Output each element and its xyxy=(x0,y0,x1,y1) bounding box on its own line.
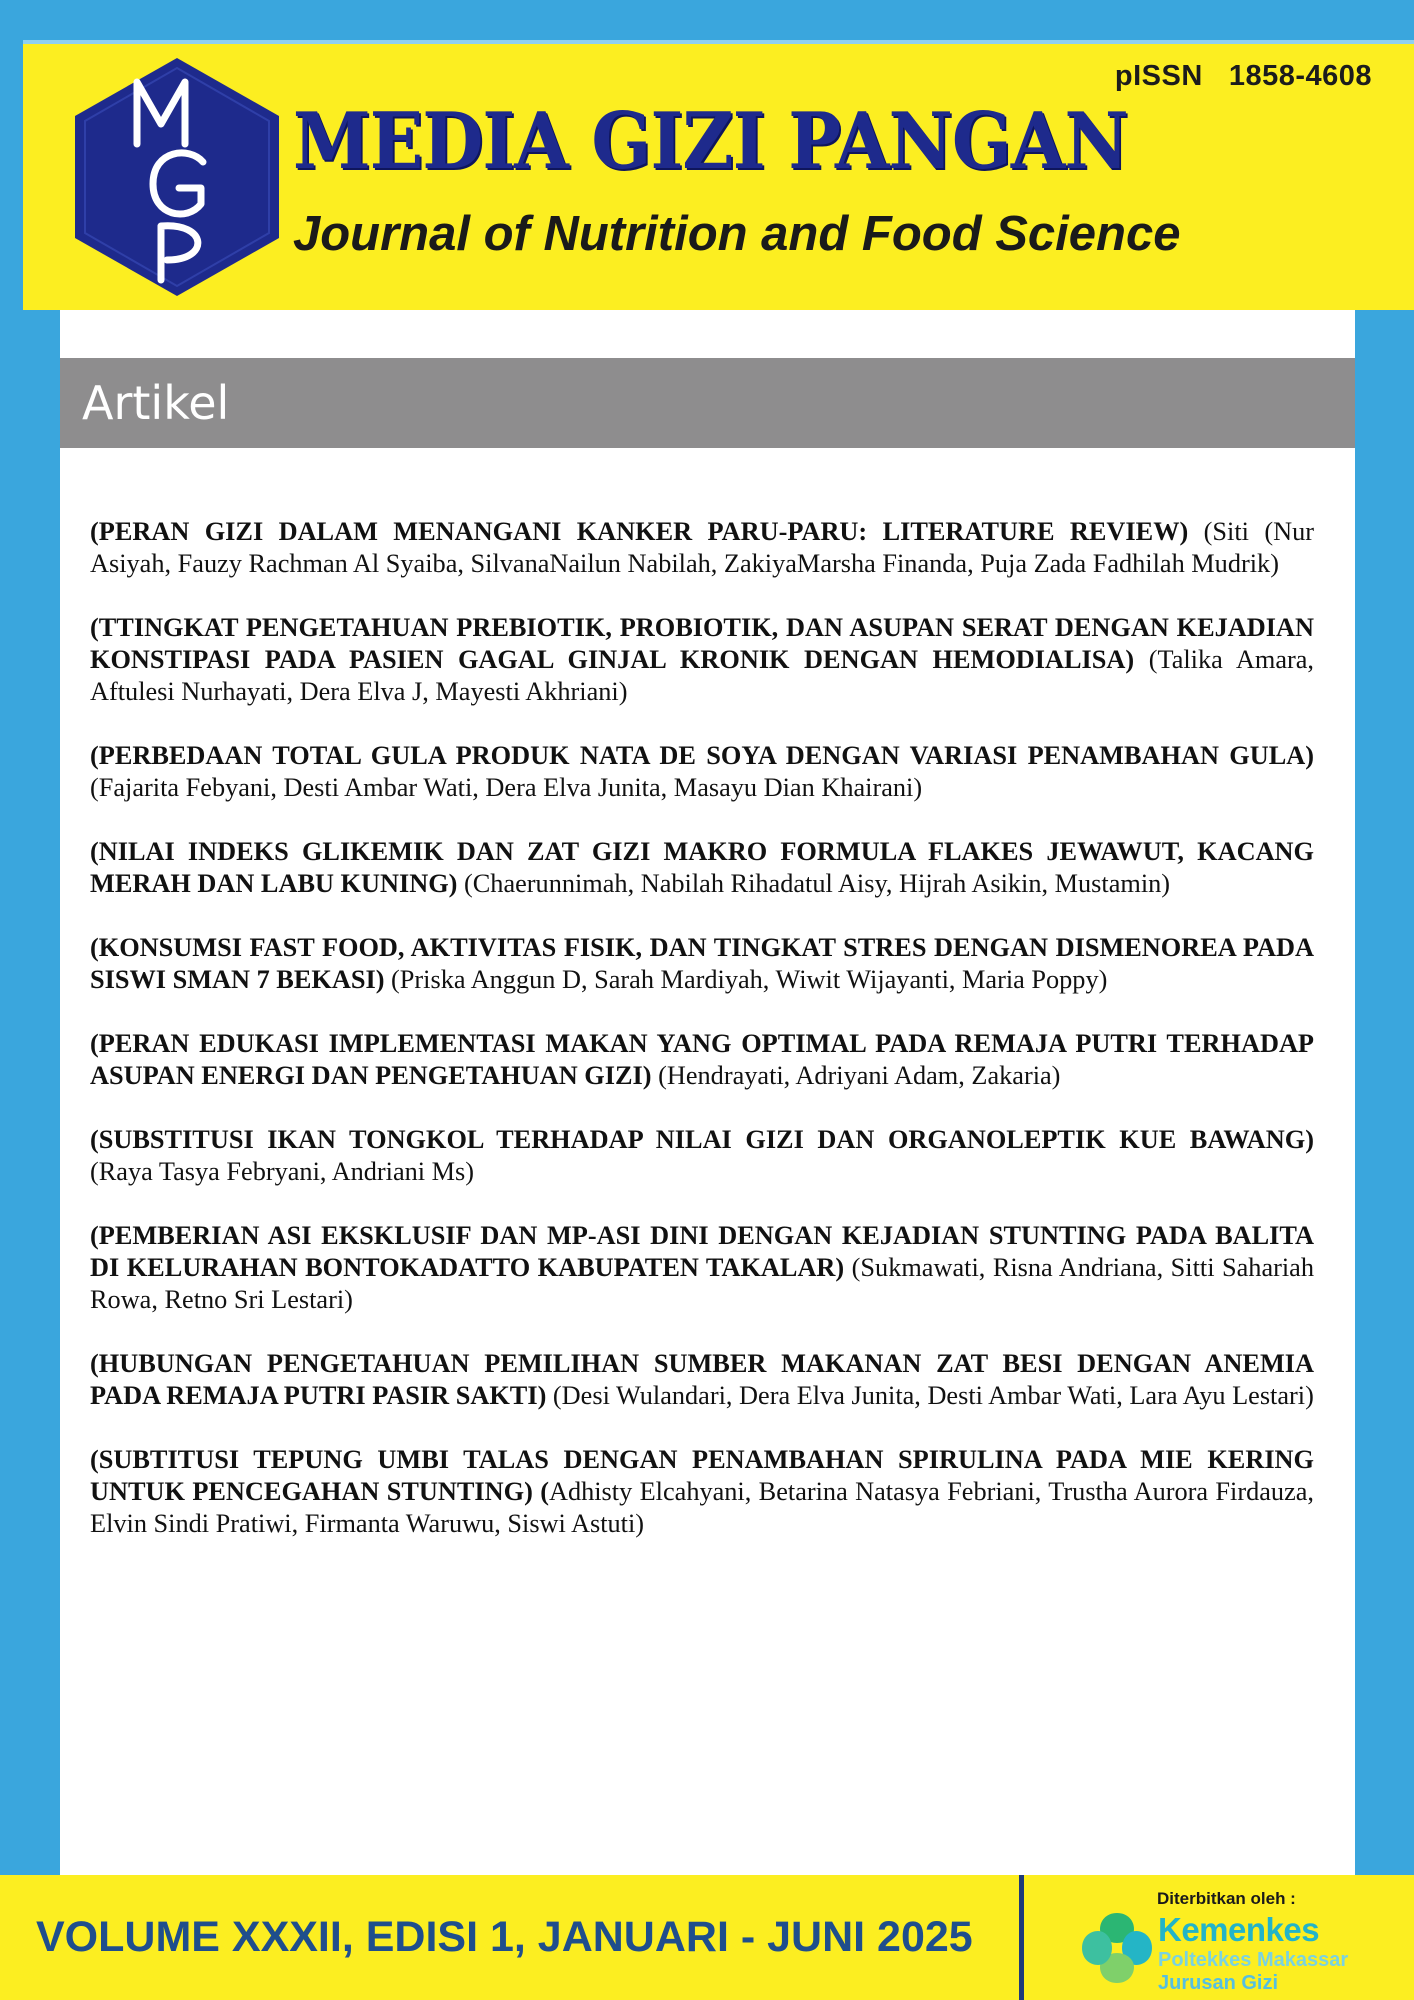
journal-header xyxy=(23,40,1414,310)
article-entry xyxy=(90,1124,1314,1188)
kemenkes-brand: Kemenkes xyxy=(1158,1911,1320,1948)
article-authors: (Chaerunnimah, Nabilah Rihadatul Aisy, Hijrah Asikin, Mustamin) xyxy=(457,869,1171,898)
kemenkes-logo-icon xyxy=(1076,1907,1158,1989)
article-title: (PERBEDAAN TOTAL GULA PRODUK NATA DE SOYA DENGAN VARIASI PENAMBAHAN GULA) xyxy=(90,741,1314,770)
issn-number: 1858-4608 xyxy=(1228,60,1372,92)
article-title: (NILAI INDEKS GLIKEMIK DAN ZAT GIZI MAKRO FORMULA FLAKES JEWAWUT, KACANG MERAH DAN LABU KUNING) xyxy=(90,837,1314,898)
article-entry xyxy=(90,1028,1314,1092)
article-entry xyxy=(90,932,1314,996)
article-list xyxy=(90,516,1314,1572)
poltekkes-name: Poltekkes Makassar xyxy=(1158,1949,1349,1971)
footer xyxy=(0,1875,1414,2000)
article-title: (TTINGKAT PENGETAHUAN PREBIOTIK, PROBIOTIK, DAN ASUPAN SERAT DENGAN KEJADIAN KONSTIPASI PADA PASIEN GAGAL GINJAL KRONIK DENGAN HEMODIALISA) xyxy=(90,613,1314,674)
publisher-block xyxy=(1060,1881,1410,1996)
article-title: (HUBUNGAN PENGETAHUAN PEMILIHAN SUMBER MAKANAN ZAT BESI DENGAN ANEMIA PADA REMAJA PUTRI PASIR SAKTI) xyxy=(90,1349,1314,1410)
volume-info: VOLUME XXXII, EDISI 1, JANUARI - JUNI 2025 xyxy=(36,1913,973,1961)
article-entry xyxy=(90,1220,1314,1316)
article-entry xyxy=(90,1348,1314,1412)
article-authors: (Talika Amara, Aftulesi Nurhayati, Dera Elva J, Mayesti Akhriani) xyxy=(90,645,1314,706)
issn xyxy=(1115,60,1372,93)
article-title: (SUBTITUSI TEPUNG UMBI TALAS DENGAN PENAMBAHAN SPIRULINA PADA MIE KERING UNTUK PENCEGAHAN STUNTING) ( xyxy=(90,1445,1314,1506)
article-entry xyxy=(90,740,1314,804)
article-title: (KONSUMSI FAST FOOD, AKTIVITAS FISIK, DAN TINGKAT STRES DENGAN DISMENOREA PADA SISWI SMAN 7 BEKASI) xyxy=(90,933,1314,994)
article-entry xyxy=(90,836,1314,900)
issn-label: pISSN xyxy=(1114,60,1203,92)
journal-logo xyxy=(71,54,283,300)
journal-subtitle: Journal of Nutrition and Food Science xyxy=(293,207,1181,261)
article-authors: (Siti (Nur Asiyah, Fauzy Rachman Al Syaiba, SilvanaNailun Nabilah, ZakiyaMarsha Finanda, Puja Zada Fadhilah Mudrik) xyxy=(90,517,1314,578)
footer-divider xyxy=(1019,1875,1024,2000)
article-title: (PERAN EDUKASI IMPLEMENTASI MAKAN YANG OPTIMAL PADA REMAJA PUTRI TERHADAP ASUPAN ENERGI DAN PENGETAHUAN GIZI) xyxy=(90,1029,1314,1090)
section-title: Artikel xyxy=(82,376,230,430)
article-title: (SUBSTITUSI IKAN TONGKOL TERHADAP NILAI GIZI DAN ORGANOLEPTIK KUE BAWANG) xyxy=(90,1125,1314,1154)
article-authors: (Priska Anggun D, Sarah Mardiyah, Wiwit Wijayanti, Maria Poppy) xyxy=(384,965,1108,994)
article-title: (PEMBERIAN ASI EKSKLUSIF DAN MP-ASI DINI DENGAN KEJADIAN STUNTING PADA BALITA DI KELURAHAN BONTOKADATTO KABUPATEN TAKALAR) xyxy=(90,1221,1314,1282)
article-entry xyxy=(90,516,1314,580)
content-page xyxy=(60,310,1355,1875)
article-entry xyxy=(90,1444,1314,1540)
article-title: (PERAN GIZI DALAM MENANGANI KANKER PARU-PARU: LITERATURE REVIEW) xyxy=(90,517,1189,546)
section-header xyxy=(60,358,1355,448)
article-authors: (Desi Wulandari, Dera Elva Junita, Desti Ambar Wati, Lara Ayu Lestari) xyxy=(546,1381,1314,1410)
published-by-label: Diterbitkan oleh : xyxy=(1157,1889,1296,1908)
article-authors: (Sukmawati, Risna Andriana, Sitti Sahariah Rowa, Retno Sri Lestari) xyxy=(90,1253,1314,1314)
department-name: Jurusan Gizi xyxy=(1158,1972,1279,1994)
journal-title: MEDIA GIZI PANGAN xyxy=(293,96,1128,187)
article-authors: Adhisty Elcahyani, Betarina Natasya Febriani, Trustha Aurora Firdauza, Elvin Sindi Pratiwi, Firmanta Waruwu, Siswi Astuti) xyxy=(90,1477,1315,1538)
article-authors: (Fajarita Febyani, Desti Ambar Wati, Dera Elva Junita, Masayu Dian Khairani) xyxy=(90,773,923,802)
article-entry xyxy=(90,612,1314,708)
article-authors: (Raya Tasya Febryani, Andriani Ms) xyxy=(90,1157,475,1186)
article-authors: (Hendrayati, Adriyani Adam, Zakaria) xyxy=(651,1061,1061,1090)
